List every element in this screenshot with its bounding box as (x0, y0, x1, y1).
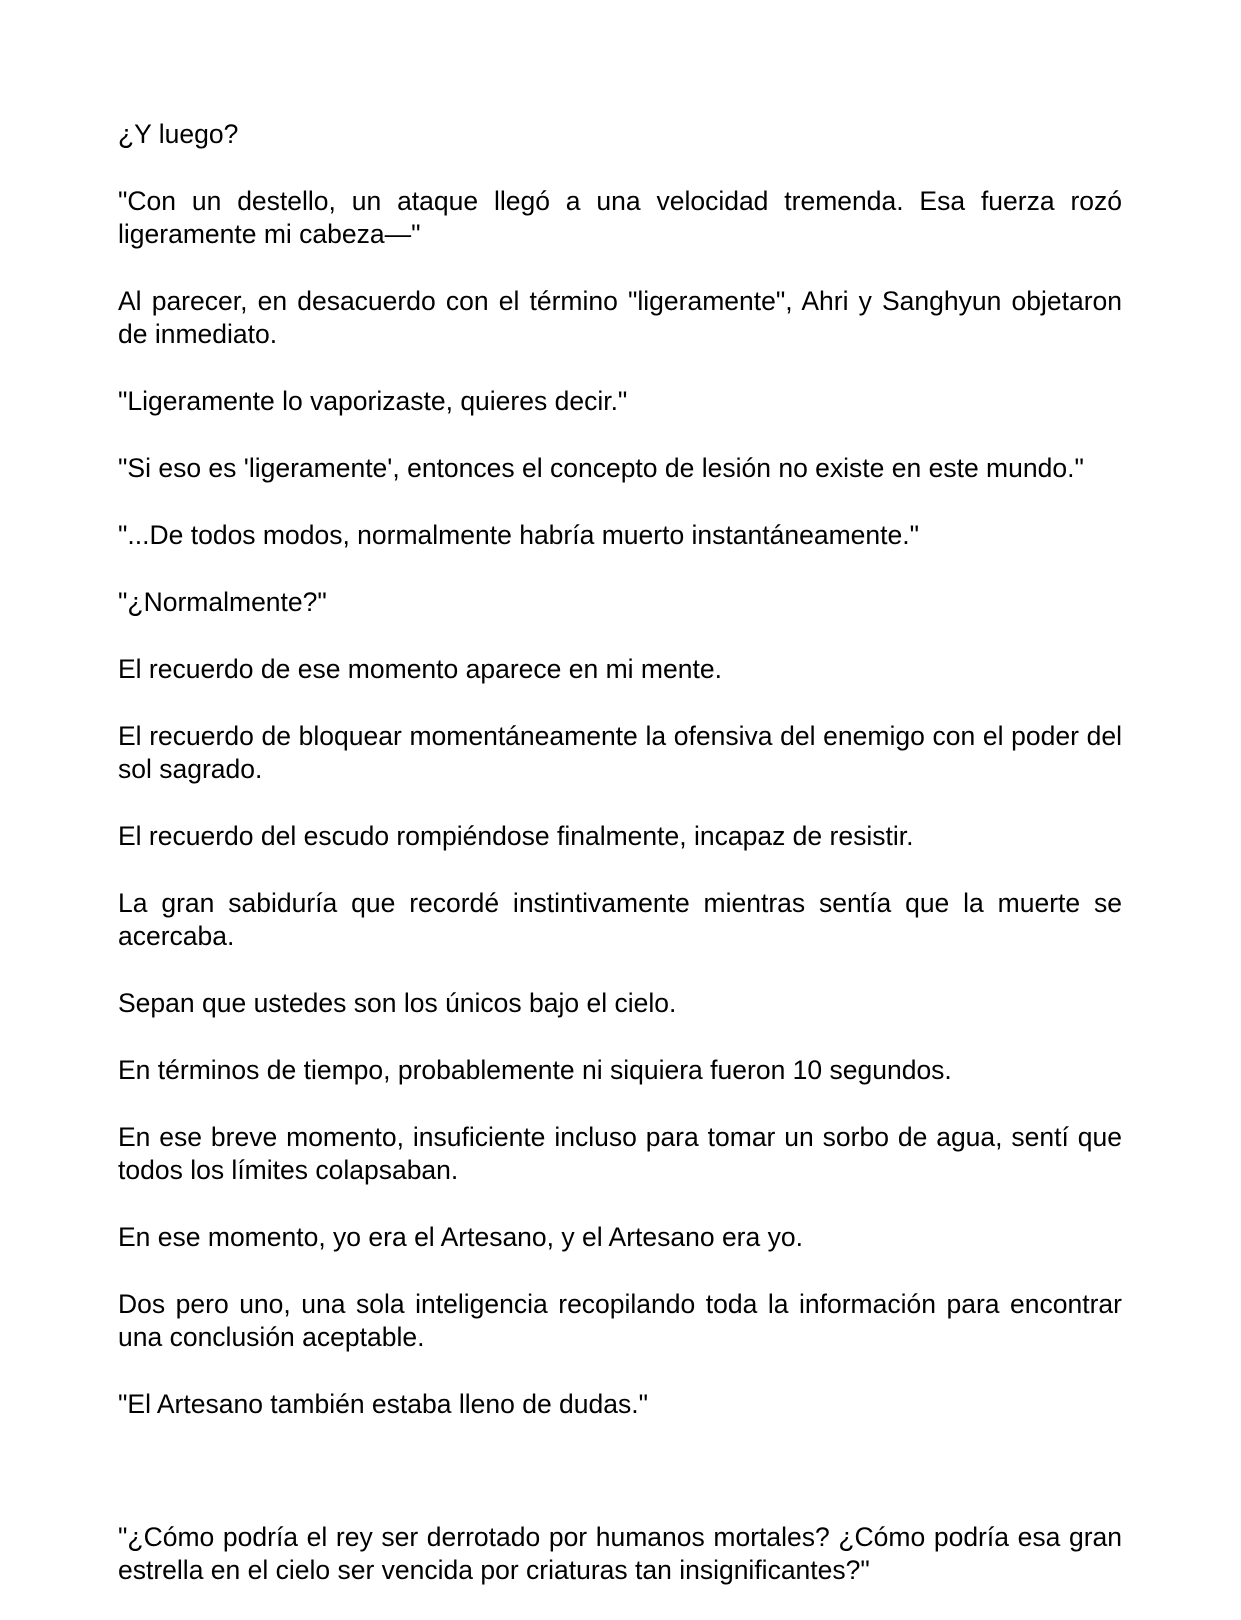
paragraph: "¿Cómo podría el rey ser derrotado por humanos mortales? ¿Cómo podría esa gran estrella en el cielo ser vencida por criaturas tan insignificantes?" (118, 1522, 1122, 1585)
paragraph: La gran sabiduría que recordé instintivamente mientras sentía que la muerte se acercaba. (118, 888, 1122, 951)
paragraph: El recuerdo de ese momento aparece en mi mente. (118, 654, 722, 684)
paragraph: Dos pero uno, una sola inteligencia recopilando toda la información para encontrar una conclusión aceptable. (118, 1289, 1122, 1352)
paragraph: "El Artesano también estaba lleno de dudas." (118, 1389, 649, 1419)
paragraph: El recuerdo de bloquear momentáneamente la ofensiva del enemigo con el poder del sol sagrado. (118, 721, 1122, 784)
paragraph: El recuerdo del escudo rompiéndose finalmente, incapaz de resistir. (118, 821, 914, 851)
paragraph: "Con un destello, un ataque llegó a una velocidad tremenda. Esa fuerza rozó ligeramente mi cabeza—" (118, 186, 1122, 249)
paragraph: En términos de tiempo, probablemente ni siquiera fueron 10 segundos. (118, 1055, 952, 1085)
paragraph: En ese breve momento, insuficiente incluso para tomar un sorbo de agua, sentí que todos los límites colapsaban. (118, 1122, 1122, 1185)
paragraph: "Si eso es 'ligeramente', entonces el concepto de lesión no existe en este mundo." (118, 453, 1084, 483)
paragraph: "Ligeramente lo vaporizaste, quieres decir." (118, 386, 628, 416)
paragraph: ¿Y luego? (118, 119, 239, 149)
paragraph: "...De todos modos, normalmente habría muerto instantáneamente." (118, 520, 919, 550)
paragraph: Sepan que ustedes son los únicos bajo el cielo. (118, 988, 677, 1018)
document-body (118, 118, 1122, 1620)
paragraph: "¿Normalmente?" (118, 587, 327, 617)
paragraph: Al parecer, en desacuerdo con el término "ligeramente", Ahri y Sanghyun objetaron de inmediato. (118, 286, 1122, 349)
paragraph: En ese momento, yo era el Artesano, y el Artesano era yo. (118, 1222, 803, 1252)
